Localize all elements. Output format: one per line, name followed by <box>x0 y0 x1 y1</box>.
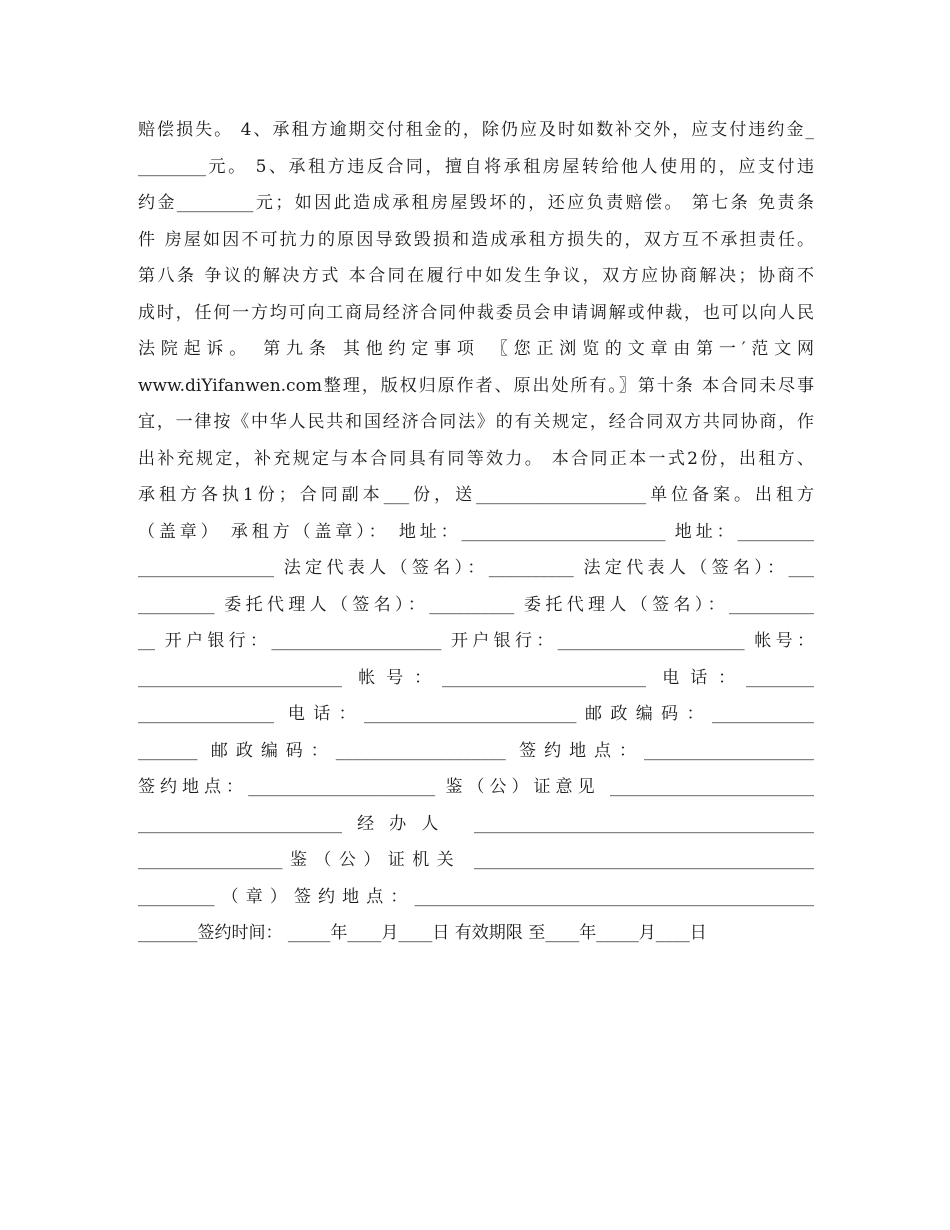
text-line: ________________ 电话：_________________________邮政编码：____________ <box>138 704 814 724</box>
text-line: ________________ 法定代表人（签名）：__________ 法定代表人（签名）：___ <box>138 558 814 578</box>
text-line: 赔偿损失。 4、承租方逾期交付租金的，除仍应及时如数补交外，应支付违约金_ <box>138 120 814 140</box>
contract-text <box>138 112 814 952</box>
text-line: ________________________ 帐号：________________________ 电话：________ <box>138 667 814 688</box>
text-line: ________元。 5、承租方违反合同，擅自将承租房屋转给他人使用的，应支付违 <box>138 156 814 177</box>
text-line: 宜，一律按《中华人民共和国经济合同法》的有关规定，经合同双方共同协商，作 <box>138 412 814 432</box>
text-line: 件 房屋如因不可抗力的原因导致毁损和造成承租方损失的，双方互不承担责任。 <box>138 229 814 250</box>
text-line: _______ 邮政编码：____________________ 签约地点：____________________ <box>138 740 814 761</box>
text-line: ________________________经办人 ________________________________________ <box>138 813 814 834</box>
text-line: （盖章） 承租方（盖章）： 地址：________________________ 地址：_________ <box>138 521 814 542</box>
text-line: 成时，任何一方均可向工商局经济合同仲裁委员会申请调解或仲裁，也可以向人民 <box>138 302 814 323</box>
text-line: 出补充规定，补充规定与本合同具有同等效力。 本合同正本一式2份，出租方、 <box>138 448 814 469</box>
text-line: _________（章）签约地点：_______________________________________________ <box>138 886 814 907</box>
text-line: _________________鉴（公）证机关 ________________________________________ <box>138 850 814 870</box>
text-line: 承租方各执1份；合同副本___份，送____________________单位备案。出租方 <box>138 485 814 505</box>
text-line: www.diYifanwen.com整理，版权归原作者、原出处所有。〗第十条 本合同未尽事 <box>138 375 814 396</box>
text-line: 约金_________元；如因此造成承租房屋毁坏的，还应负责赔偿。 第七条 免责条 <box>138 193 814 213</box>
text-line: _________ 委托代理人（签名）：__________ 委托代理人（签名）：__________ <box>138 594 814 615</box>
text-line: 法院起诉。 第九条 其他约定事项 〖您正浏览的文章由第一′范文网 <box>138 339 814 359</box>
text-line: 第八条 争议的解决方式 本合同在履行中如发生争议，双方应协商解决；协商不 <box>138 266 814 286</box>
text-line: __ 开户银行：____________________ 开户银行：______________________ 帐号： <box>138 631 814 651</box>
text-line: _______签约时间： _____年____月____日 有效期限 至____年_____月____日 <box>138 923 707 943</box>
text-line: 签约地点：______________________ 鉴（公）证意见 ________________________ <box>138 777 814 797</box>
